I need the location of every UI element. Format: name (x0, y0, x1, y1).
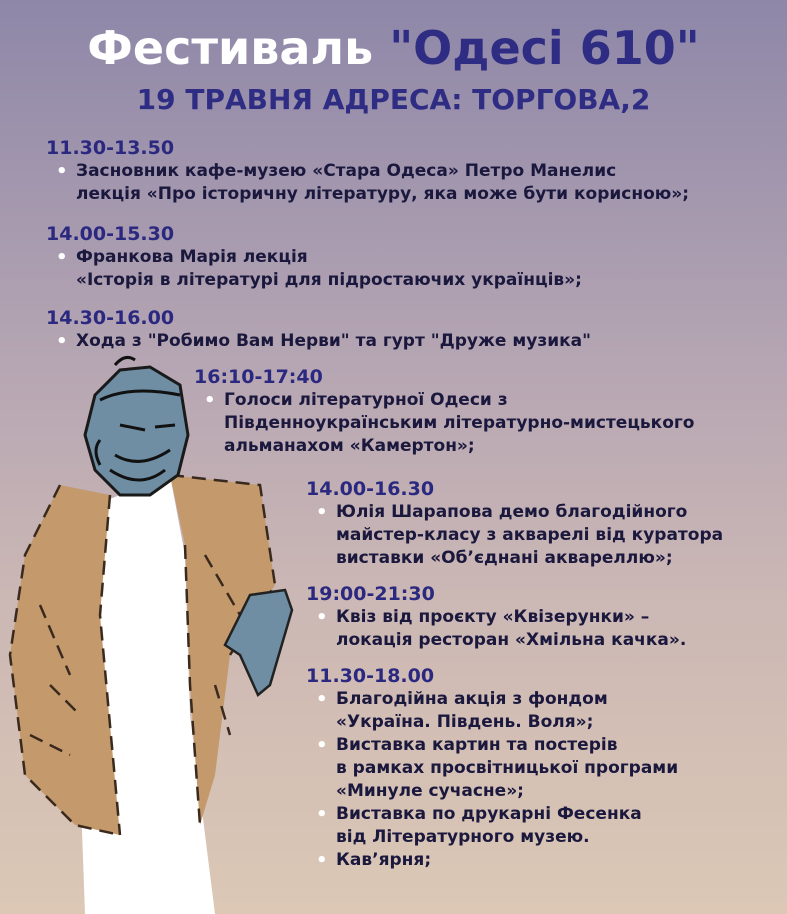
item-line: в рамках просвітницької програми (336, 758, 679, 778)
schedule-block-5 (306, 477, 723, 570)
time-label: 14.00-16.30 (306, 478, 435, 500)
item-line: лекція «Про історичну літературу, яка може бути корисною»; (76, 184, 690, 204)
item-line: • Юлія Шарапова демо благодійного (336, 502, 688, 522)
list-item (46, 246, 582, 292)
item-line: • Франкова Марія лекція (76, 247, 308, 267)
time-label: 19:00-21:30 (306, 583, 435, 605)
item-line: «Минуле сучасне»; (336, 781, 524, 801)
item-line: • Голоси літературної Одеси з (224, 390, 508, 410)
item-line: • Засновник кафе-музею «Стара Одеса» Петро Манелис (76, 161, 617, 181)
list-item (306, 501, 723, 570)
item-line: «Історія в літературі для підростаючих українців»; (76, 270, 582, 290)
page-title (0, 18, 787, 78)
item-line: локація ресторан «Хмільна качка». (336, 630, 687, 650)
title-white-part: Фестиваль (87, 21, 390, 75)
time-label: 14.00-15.30 (46, 223, 175, 245)
figure-head (85, 367, 188, 495)
item-line: альманахом «Камертон»; (224, 436, 475, 456)
schedule-block-1 (46, 136, 689, 206)
schedule-block-4 (194, 365, 694, 458)
schedule-block-6 (306, 582, 686, 652)
item-line: «Україна. Південь. Воля»; (336, 712, 594, 732)
time-label: 16:10-17:40 (194, 366, 323, 388)
list-item (306, 734, 678, 803)
time-label: 14.30-16.00 (46, 307, 175, 329)
list-item (46, 330, 591, 353)
list-item (46, 160, 689, 206)
item-line: виставки «Об’єднані аквареллю»; (336, 548, 673, 568)
item-line: • Кав’ярня; (336, 850, 432, 870)
list-item (306, 803, 678, 849)
time-label: 11.30-18.00 (306, 665, 435, 687)
schedule-block-3 (46, 306, 591, 353)
list-item (306, 849, 678, 872)
item-line: • Квіз від проєкту «Квізерунки» – (336, 607, 650, 627)
item-line: Південноукраїнським літературно-мистецького (224, 413, 695, 433)
title-blue-part: "Одесі 610" (389, 21, 700, 75)
page-subtitle: 19 ТРАВНЯ АДРЕСА: ТОРГОВА,2 (136, 83, 651, 116)
list-item (194, 389, 694, 458)
item-line: • Виставка по друкарні Фесенка (336, 804, 642, 824)
schedule-block-2 (46, 222, 582, 292)
list-item (306, 606, 686, 652)
item-line: від Літературного музею. (336, 827, 590, 847)
schedule-block-7 (306, 664, 678, 872)
time-label: 11.30-13.50 (46, 137, 175, 159)
item-line: • Виставка картин та постерів (336, 735, 618, 755)
list-item (306, 688, 678, 734)
item-line: • Хода з "Робимо Вам Нерви" та гурт "Друже музика" (76, 331, 591, 351)
item-line: • Благодійна акція з фондом (336, 689, 608, 709)
item-line: майстер-класу з акварелі від куратора (336, 525, 724, 545)
